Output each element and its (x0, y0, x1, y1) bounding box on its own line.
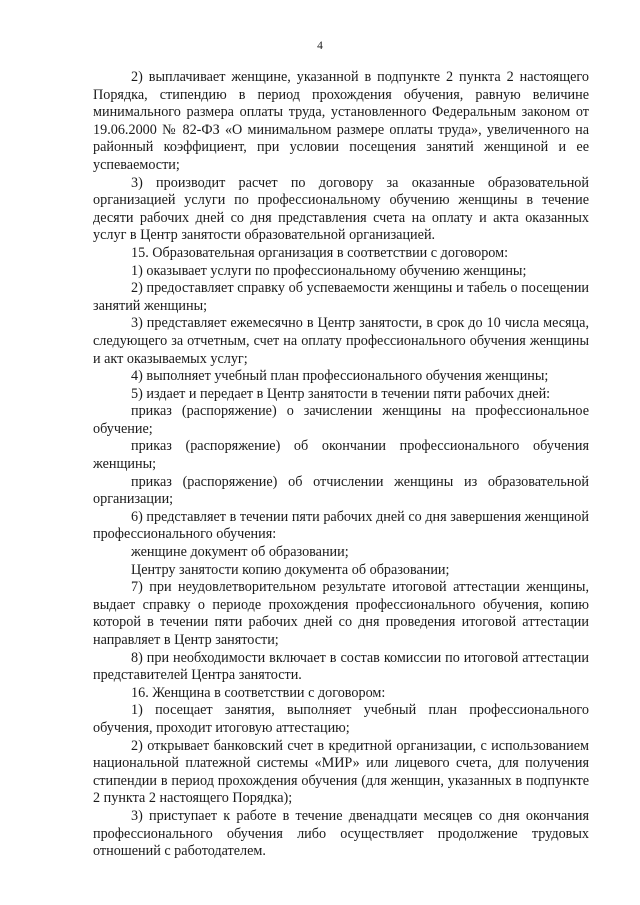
document-to-woman: женщине документ об образовании; (131, 544, 349, 561)
order-expulsion: приказ (распоряжение) об отчислении женщины из образовательной организации; (93, 473, 589, 508)
list-item-15-8: 8) при необходимости включает в состав комиссии по итоговой аттестации представителей Центра занятости. (93, 649, 589, 684)
section-heading-15: 15. Образовательная организация в соответствии с договором: (131, 244, 509, 261)
paragraph-payment-stipend: 2) выплачивает женщине, указанной в подпункте 2 пункта 2 настоящего Порядка, стипендию в период прохождения обучения, равную величине минимального размера оплаты труда, установленного Федеральным законом от 19.06.2000 № 82-ФЗ «О минимальном размере оплаты труда», увеличенного на районный коэффициент, при условии посещения занятий женщиной и ее успеваемости; (93, 69, 589, 173)
order-completion: приказ (распоряжение) об окончании профессионального обучения женщины; (93, 438, 589, 473)
list-item-15-2: 2) предоставляет справку об успеваемости женщины и табель о посещении занятий женщины; (93, 280, 589, 314)
document-body (93, 69, 589, 861)
list-item-15-4: 4) выполняет учебный план профессионального обучения женщины; (131, 368, 549, 385)
list-item-16-2: 2) открывает банковский счет в кредитной организации, с использованием национальной платежной системы «МИР» или лицевого счета, для получения стипендии в период прохождения обучения (для женщин, указанных в подпункте 2 пункта 2 настоящего Порядка); (93, 737, 589, 807)
list-item-15-6: 6) представляет в течении пяти рабочих дней со дня завершения женщиной профессионального обучения: (93, 508, 589, 543)
paragraph-settlement: 3) производит расчет по договору за оказанные образовательной организацией услуги по профессиональному обучению женщины в течение десяти рабочих дней со дня представления счета на оплату и акта оказанных услуг в Центр занятости образовательной организацией. (93, 174, 589, 244)
document-copy-to-center: Центру занятости копию документа об образовании; (131, 561, 450, 578)
list-item-15-5: 5) издает и передает в Центр занятости в течении пяти рабочих дней: (131, 385, 551, 402)
list-item-15-7: 7) при неудовлетворительном результате итоговой аттестации женщины, выдает справку о периоде прохождения профессионального обучения, копию которой в течении пяти рабочих дней со дня проведения итоговой аттестации направляет в Центр занятости; (93, 579, 589, 648)
section-heading-16: 16. Женщина в соответствии с договором: (131, 684, 386, 701)
list-item-16-3: 3) приступает к работе в течение двенадцати месяцев со дня окончания профессионального обучения либо осуществляет продолжение трудовых отношений с работодателем. (93, 807, 589, 860)
list-item-15-3: 3) представляет ежемесячно в Центр занятости, в срок до 10 числа месяца, следующего за отчетным, счет на оплату профессионального обучения женщины и акт оказываемых услуг; (93, 315, 589, 367)
list-item-16-1: 1) посещает занятия, выполняет учебный план профессионального обучения, проходит итоговую аттестацию; (93, 702, 589, 736)
page-number: 4 (317, 40, 323, 52)
order-enrollment: приказ (распоряжение) о зачислении женщины на профессиональное обучение; (93, 403, 589, 437)
list-item-15-1: 1) оказывает услуги по профессиональному обучению женщины; (131, 262, 527, 279)
